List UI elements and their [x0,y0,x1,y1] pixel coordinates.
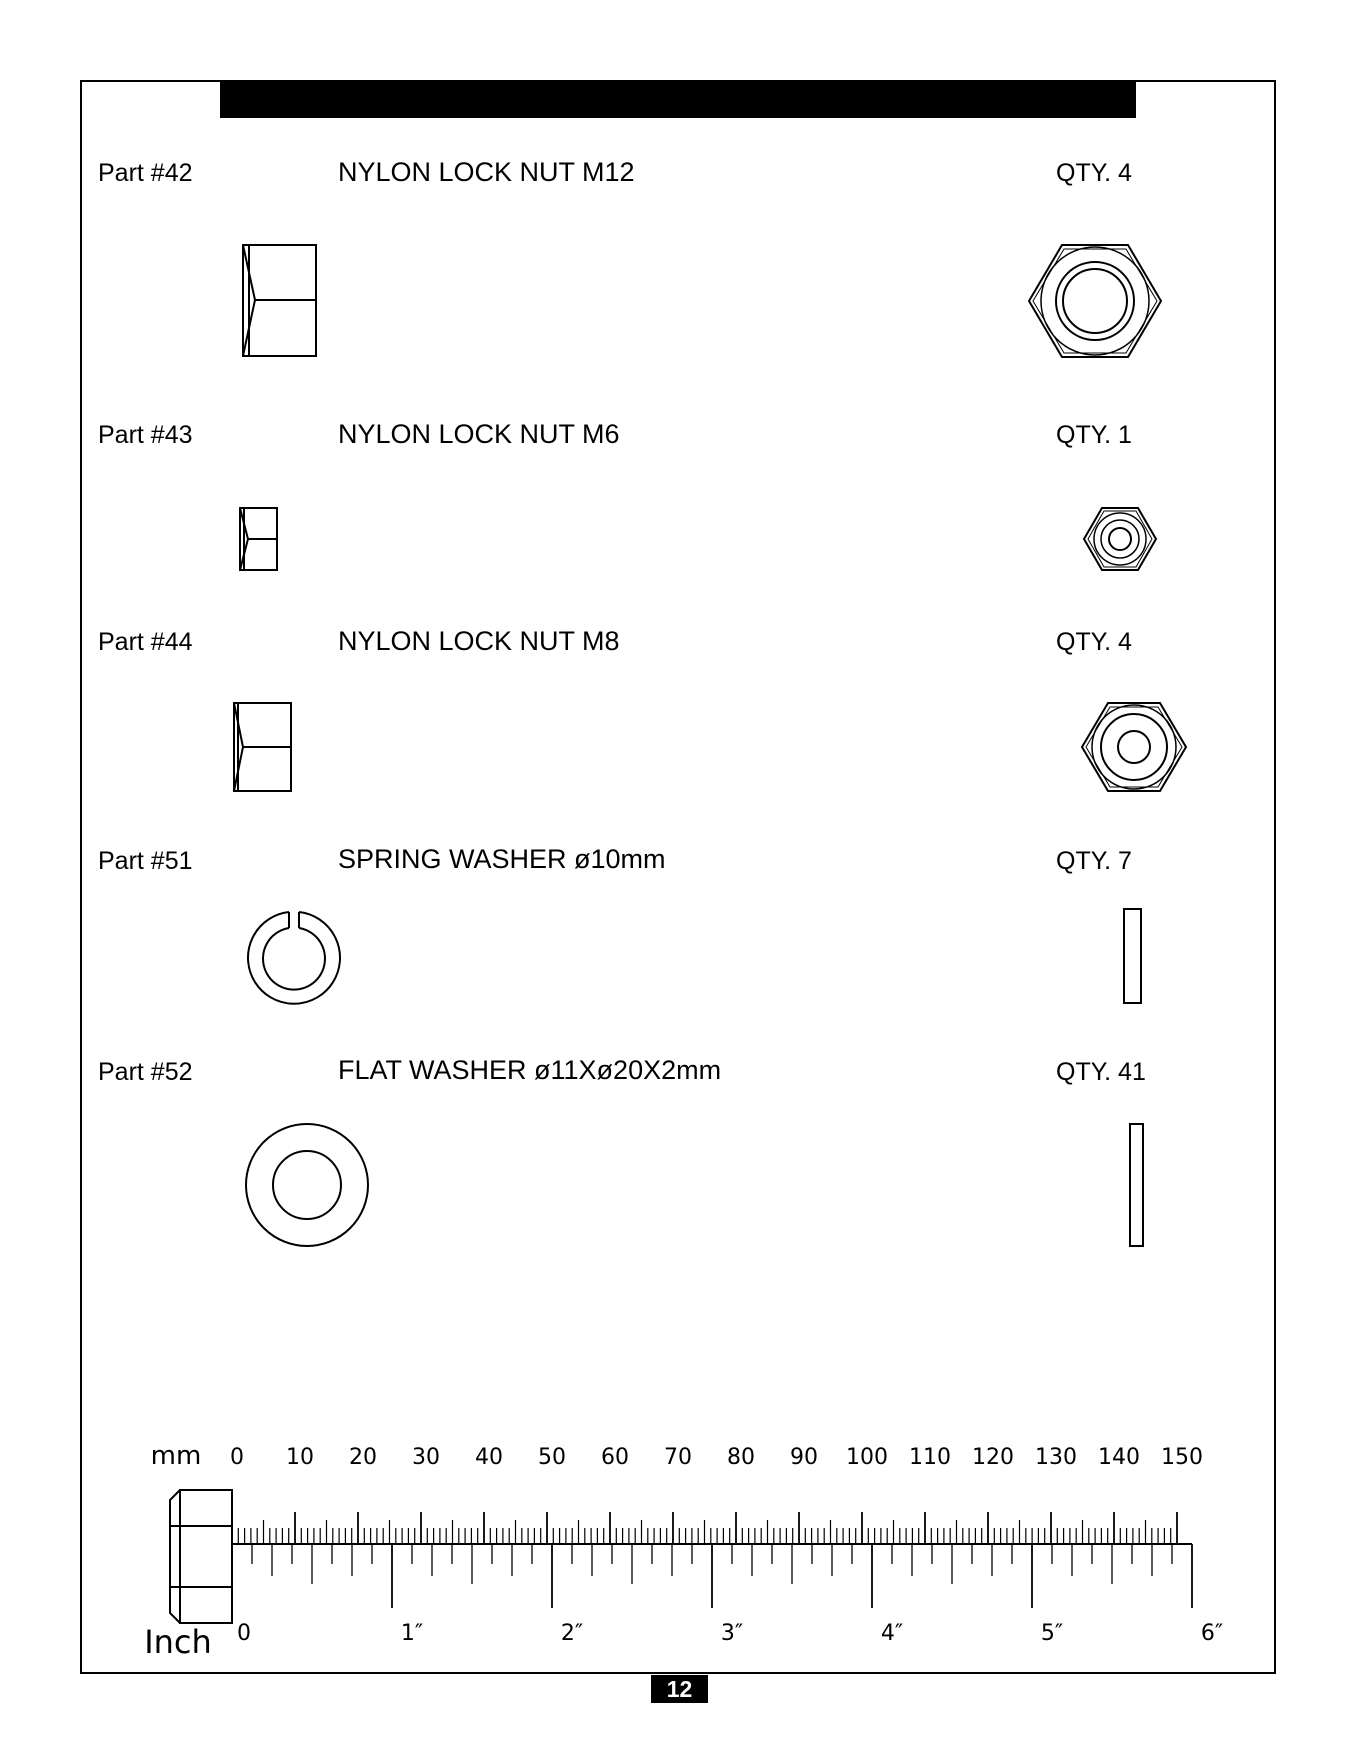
part-name: NYLON LOCK NUT M12 [338,157,635,187]
lock-nut-m6-top-view [1084,508,1156,570]
mm-tick-label: 20 [349,1445,377,1470]
inch-tick-label: 4″ [880,1621,904,1646]
mm-tick-label: 110 [909,1445,951,1470]
mm-tick-label: 40 [475,1445,503,1470]
inch-tick-label: 2″ [560,1621,584,1646]
inch-tick-label: 0 [237,1621,251,1646]
lock-nut-m6-side-view [240,508,277,570]
spring-washer-front-view [248,912,340,1004]
measurement-ruler [0,1440,1361,1670]
part-quantity: QTY. 7 [1056,847,1132,875]
mm-tick-label: 150 [1161,1445,1203,1470]
inch-tick-label: 3″ [720,1621,744,1646]
part-quantity: QTY. 41 [1056,1058,1146,1086]
mm-tick-label: 130 [1035,1445,1077,1470]
lock-nut-m12-top-view [1029,245,1161,357]
mm-tick-label: 80 [727,1445,755,1470]
flat-washer-side-view [1130,1124,1143,1246]
mm-tick-label: 90 [790,1445,818,1470]
lock-nut-m12-side-view [243,245,316,356]
part-number: Part #42 [98,159,193,187]
inch-tick-label: 6″ [1200,1621,1224,1646]
part-quantity: QTY. 1 [1056,421,1132,449]
mm-tick-label: 100 [846,1445,888,1470]
part-name: SPRING WASHER ø10mm [338,844,666,874]
bolt-head-icon [170,1490,232,1623]
ruler-mm-label: mm [150,1441,202,1471]
part-quantity: QTY. 4 [1056,628,1132,656]
ruler-inch-label: Inch [144,1623,212,1661]
page-number: 12 [651,1675,708,1703]
part-name: NYLON LOCK NUT M8 [338,626,620,656]
lock-nut-m8-side-view [234,703,291,791]
mm-tick-label: 30 [412,1445,440,1470]
mm-tick-label: 50 [538,1445,566,1470]
mm-tick-label: 60 [601,1445,629,1470]
inch-tick-label: 5″ [1040,1621,1064,1646]
inch-tick-label: 1″ [400,1621,424,1646]
part-number: Part #52 [98,1058,193,1086]
part-number: Part #44 [98,628,193,656]
spring-washer-side-view [1124,909,1141,1003]
mm-tick-label: 10 [286,1445,314,1470]
part-quantity: QTY. 4 [1056,159,1132,187]
lock-nut-m8-top-view [1082,703,1186,791]
part-name: FLAT WASHER ø11Xø20X2mm [338,1055,722,1085]
mm-tick-label: 140 [1098,1445,1140,1470]
part-number: Part #43 [98,421,193,449]
mm-tick-label: 120 [972,1445,1014,1470]
mm-tick-label: 0 [230,1445,244,1470]
part-name: NYLON LOCK NUT M6 [338,419,620,449]
flat-washer-front-view [246,1124,368,1246]
mm-tick-label: 70 [664,1445,692,1470]
part-number: Part #51 [98,847,193,875]
